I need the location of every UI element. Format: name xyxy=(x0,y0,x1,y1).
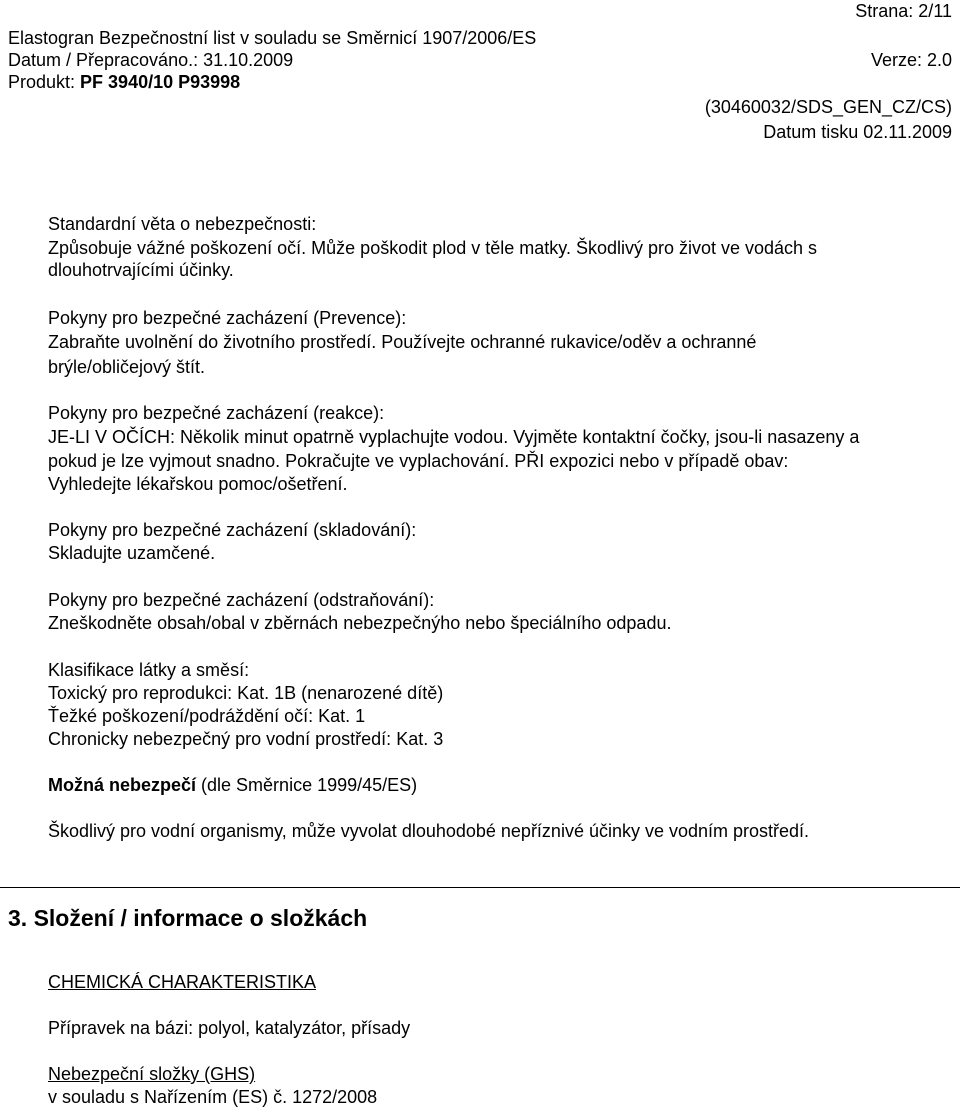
print-date: Datum tisku 02.11.2009 xyxy=(763,122,952,142)
possible-hazards-heading xyxy=(48,774,417,797)
revision-date: Datum / Přepracováno.: 31.10.2009 xyxy=(8,50,294,70)
classification-item: Ťežké poškození/podráždění očí: Kat. 1 xyxy=(48,706,366,726)
sds-id: (30460032/SDS_GEN_CZ/CS) xyxy=(704,97,952,117)
chem-characteristic-heading: CHEMICKÁ CHARAKTERISTIKA xyxy=(48,972,317,992)
disposal-heading: Pokyny pro bezpečné zacházení (odstraňování): xyxy=(48,590,435,610)
response-heading: Pokyny pro bezpečné zacházení (reakce): xyxy=(48,403,385,423)
storage-line: Skladujte uzamčené. xyxy=(48,543,216,563)
possible-hazards-bold: Možná nebezpečí xyxy=(48,775,197,795)
hazard-line: dlouhotrvajícími účinky. xyxy=(48,260,234,280)
prevention-line: Zabraňte uvolnění do životního prostředí. Používejte ochranné rukavice/oděv a ochranné xyxy=(48,332,757,352)
disposal-line: Zneškodněte obsah/obal v zběrnách nebezpečnýho nebo špeciálního odpadu. xyxy=(48,613,672,633)
section-3-heading: 3. Složení / informace o složkách xyxy=(8,905,368,931)
section-divider xyxy=(0,887,960,888)
hazard-line: Způsobuje vážné poškození očí. Může poškodit plod v těle matky. Škodlivý pro život ve vodách s xyxy=(48,238,818,258)
response-line: JE-LI V OČÍCH: Několik minut opatrně vyplachujte vodou. Vyjměte kontaktní čočky, jsou-li nasazeny a xyxy=(48,427,860,447)
response-line: pokud je lze vyjmout snadno. Pokračujte ve vyplachování. PŘI expozici nebo v případě obav: xyxy=(48,451,789,471)
chem-characteristic-text: Přípravek na bázi: polyol, katalyzátor, přísady xyxy=(48,1018,411,1038)
classification-item: Toxický pro reprodukci: Kat. 1B (nenarozené dítě) xyxy=(48,683,444,703)
hazardous-components-text: v souladu s Nařízením (ES) č. 1272/2008 xyxy=(48,1087,378,1107)
classification-heading: Klasifikace látky a směsí: xyxy=(48,660,250,680)
document-title: Elastogran Bezpečnostní list v souladu se Směrnicí 1907/2006/ES xyxy=(8,28,537,48)
response-line: Vyhledejte lékařskou pomoc/ošetření. xyxy=(48,474,348,494)
product-label: Produkt: xyxy=(8,72,81,92)
product-code: PF 3940/10 P93998 xyxy=(80,72,241,92)
prevention-line: brýle/obličejový štít. xyxy=(48,357,206,377)
possible-hazards-text: Škodlivý pro vodní organismy, může vyvolat dlouhodobé nepříznivé účinky ve vodním prostředí. xyxy=(48,821,810,841)
page-number: Strana: 2/11 xyxy=(855,1,952,21)
version: Verze: 2.0 xyxy=(870,50,952,70)
classification-item: Chronicky nebezpečný pro vodní prostředí: Kat. 3 xyxy=(48,729,444,749)
product-line xyxy=(8,71,240,93)
possible-hazards-directive: (dle Směrnice 1999/45/ES) xyxy=(196,775,418,795)
storage-heading: Pokyny pro bezpečné zacházení (skladování): xyxy=(48,520,417,540)
hazardous-components-heading: Nebezpeční složky (GHS) xyxy=(48,1064,256,1084)
hazard-heading: Standardní věta o nebezpečnosti: xyxy=(48,214,317,234)
prevention-heading: Pokyny pro bezpečné zacházení (Prevence): xyxy=(48,308,407,328)
